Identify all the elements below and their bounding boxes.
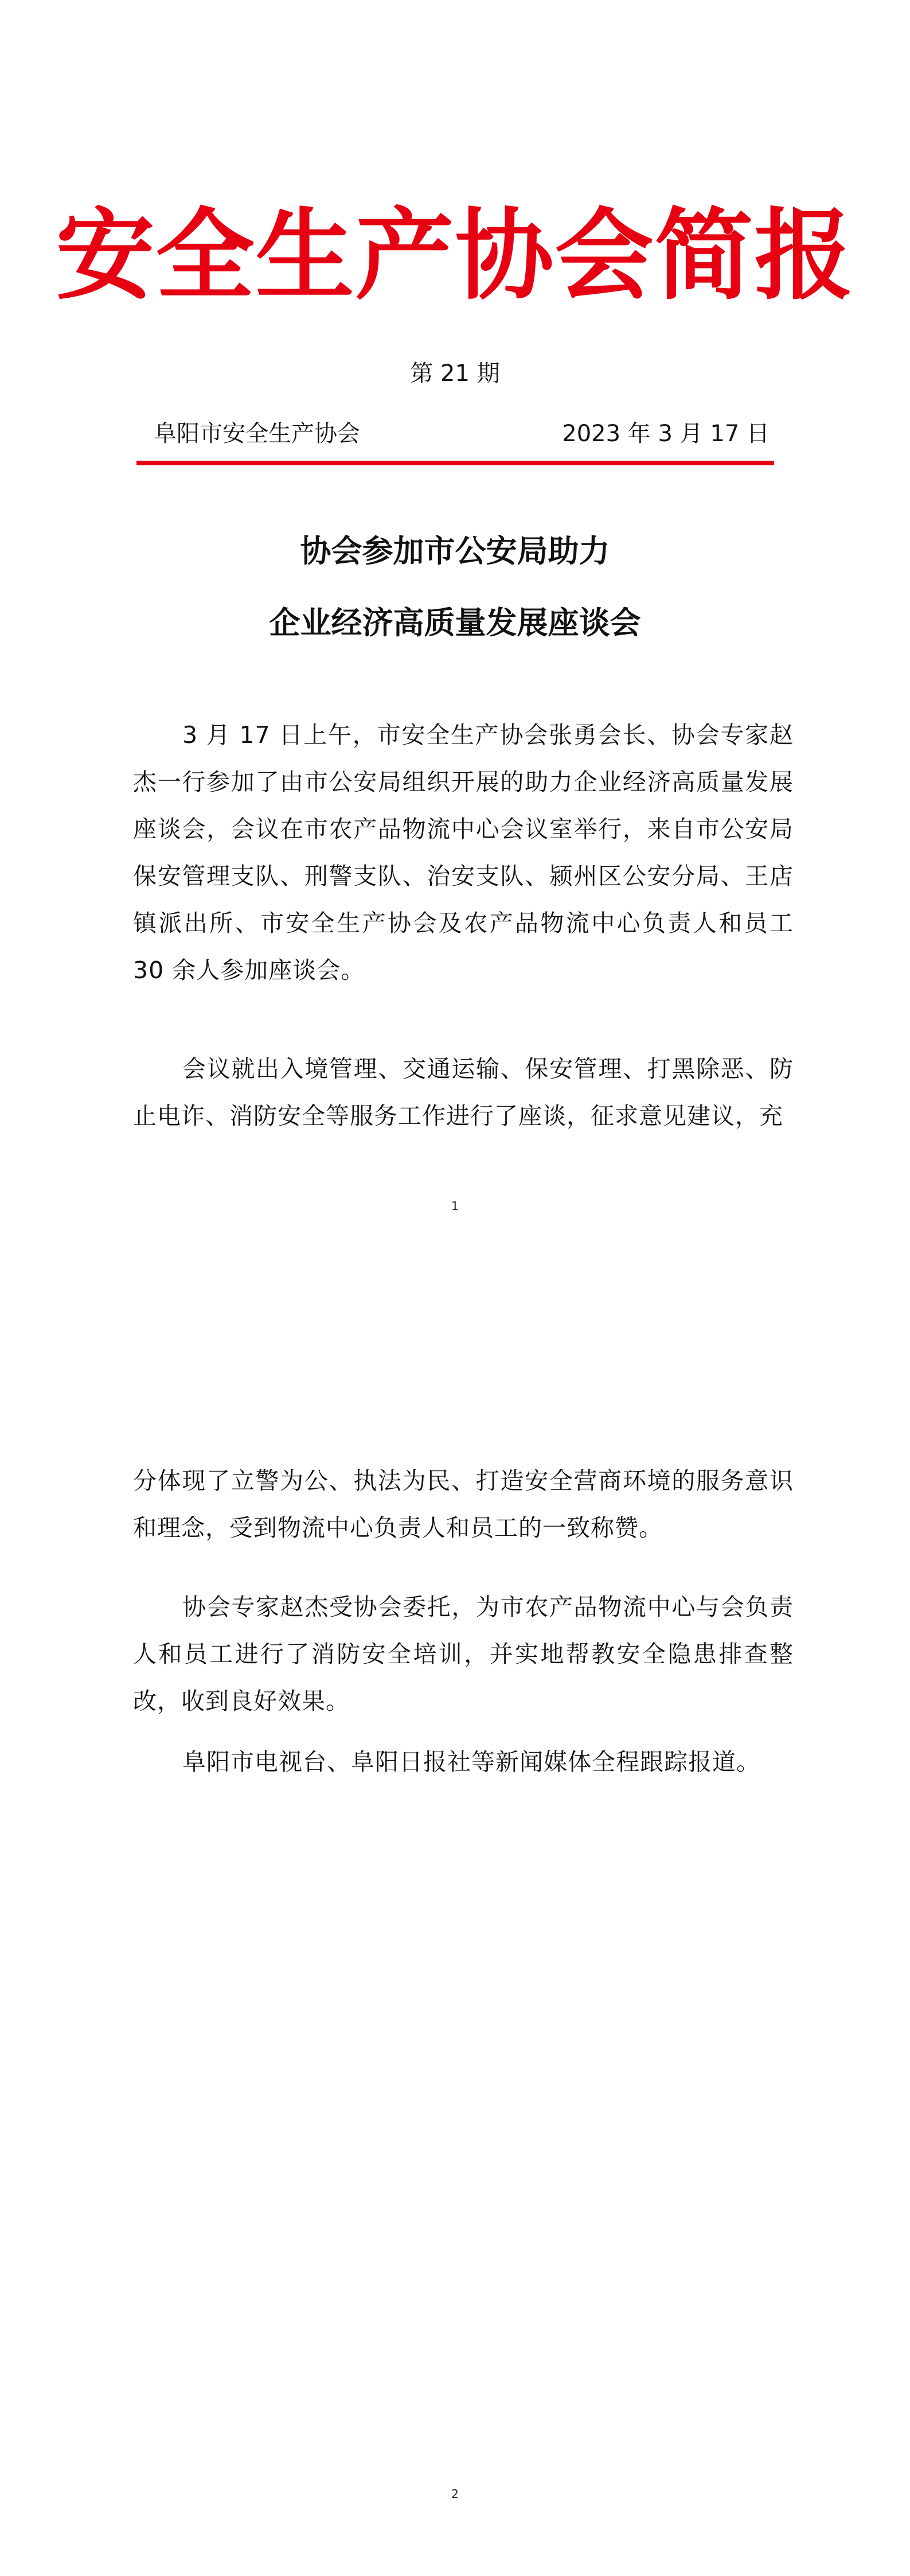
page-number-1: 1 xyxy=(451,1199,459,1213)
article-paragraph-1: 3 月 17 日上午，市安全生产协会张勇会长、协会专家赵杰一行参加了由市公安局组织开展的助力企业经济高质量发展座谈会，会议在市农产品物流中心会议室举行，来自市公安局保安管理支队、刑警支队、治安支队、颍州区公安分局、王店镇派出所、市安全生产协会及农产品物流中心负责人和员工 30 余人参加座谈会。 xyxy=(133,721,794,984)
article-title-line-2: 企业经济高质量发展座谈会 xyxy=(269,604,641,641)
article-paragraph-2-continued: 分体现了立警为公、执法为民、打造安全营商环境的服务意识和理念，受到物流中心负责人和员工的一致称赞。 xyxy=(133,1467,794,1542)
issue-number: 第 21 期 xyxy=(410,360,500,387)
masthead-title: 安全生产协会简报 xyxy=(56,197,854,313)
header-divider xyxy=(136,461,774,465)
article-paragraph-3: 协会专家赵杰受协会委托，为市农产品物流中心与会负责人和员工进行了消防安全培训，并实地帮教安全隐患排查整改，收到良好效果。 xyxy=(133,1593,794,1715)
publication-date: 2023 年 3 月 17 日 xyxy=(562,421,770,447)
page-number-2: 2 xyxy=(451,2487,459,2501)
article-title-line-1: 协会参加市公安局助力 xyxy=(300,532,610,569)
issuer-name: 阜阳市安全生产协会 xyxy=(154,421,360,447)
article-paragraph-4: 阜阳市电视台、阜阳日报社等新闻媒体全程跟踪报道。 xyxy=(182,1748,760,1776)
article-paragraph-2-start: 会议就出入境管理、交通运输、保安管理、打黑除恶、防止电诈、消防安全等服务工作进行了座谈，征求意见建议，充 xyxy=(133,1055,794,1130)
